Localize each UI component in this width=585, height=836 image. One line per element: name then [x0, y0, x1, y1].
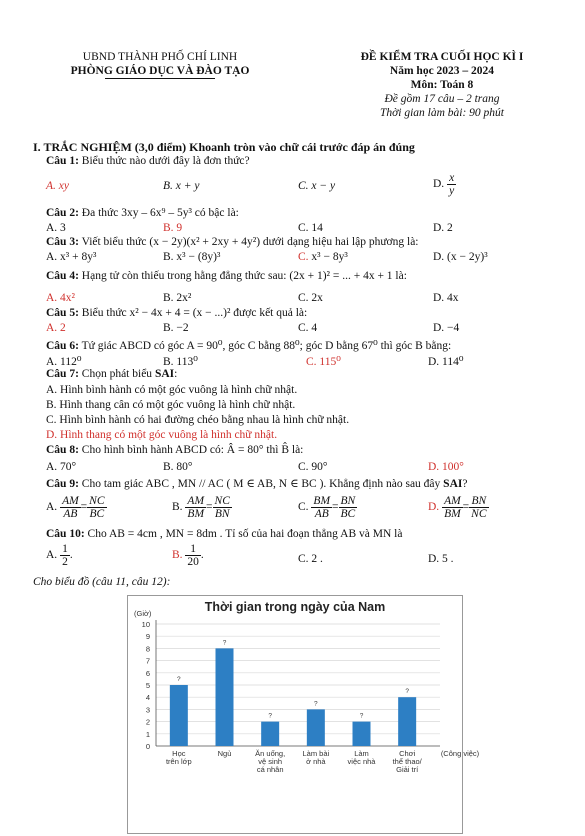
q1-option-d[interactable] — [433, 172, 456, 197]
fraction-numerator: NC — [89, 495, 105, 507]
q4-option-c[interactable]: C. 2x — [298, 292, 323, 304]
question-number: Câu 6: — [46, 340, 79, 352]
chart-intro: Cho biểu đồ (câu 11, câu 12): — [33, 576, 171, 588]
bar — [170, 685, 188, 746]
question-text-end: ? — [462, 478, 468, 490]
option-label: D. — [428, 501, 440, 514]
exam-structure: Đề gồm 17 câu – 2 trang — [384, 93, 500, 105]
question-number: Câu 9: — [46, 478, 79, 490]
question-text: Biểu thức x² − 4x + 4 = (x − ...)² được kết quả là: — [78, 307, 308, 319]
q5-option-d[interactable]: D. −4 — [433, 322, 460, 334]
question-emphasis: SAI — [154, 368, 175, 380]
question-number: Câu 10: — [46, 528, 85, 540]
x-tick-label: Làm bài — [302, 749, 330, 758]
question-8 — [46, 444, 303, 456]
question-10 — [46, 528, 402, 540]
q8-option-d[interactable]: D. 100° — [428, 461, 464, 473]
option-label: B. — [172, 501, 183, 514]
q9-option-b[interactable]: B. $\frac{AM}{BM}$ = $\frac{NC}{BN}$ — [172, 495, 230, 520]
question-5 — [46, 307, 307, 319]
fraction-denominator: y — [449, 185, 455, 197]
q6-option-d[interactable]: D. 114⁰ — [428, 356, 464, 368]
x-tick-label: vệ sinh — [258, 757, 283, 766]
x-tick-label: trên lớp — [165, 757, 192, 766]
question-3 — [46, 236, 419, 248]
x-tick-label: Học — [172, 749, 186, 758]
question-number: Câu 7: — [46, 368, 79, 380]
fraction-numerator: BM — [313, 495, 331, 507]
question-text: Tứ giác ABCD có góc A = 90⁰, góc C bằng 88⁰; góc D bằng 67⁰ thì góc B bằng: — [78, 340, 452, 352]
y-tick-label: 8 — [145, 644, 150, 654]
question-number: Câu 4: — [46, 270, 79, 282]
exam-title: ĐỀ KIỂM TRA CUỐI HỌC KÌ I — [360, 51, 524, 63]
data-label: ? — [222, 639, 227, 647]
q2-option-b[interactable]: B. 9 — [163, 222, 183, 234]
x-tick-label: Làm — [354, 749, 369, 758]
q3-option-b[interactable]: B. x³ − (8y)³ — [163, 251, 221, 263]
q7-option-a[interactable]: A. Hình bình hành có một góc vuông là hình chữ nhật. — [46, 384, 298, 396]
fraction-numerator: BN — [340, 495, 356, 507]
q2-option-a[interactable]: A. 3 — [46, 222, 66, 234]
question-text: Cho hình bình hành ABCD có: Â = 80° thì B̂ là: — [78, 444, 304, 456]
fraction-denominator: BC — [89, 508, 105, 520]
question-text: Chọn phát biểu — [78, 368, 155, 380]
fraction-denominator: BC — [340, 508, 356, 520]
q6-option-b[interactable]: B. 113⁰ — [163, 356, 198, 368]
q7-option-c[interactable]: C. Hình bình hành có hai đường chéo bằng nhau là hình chữ nhật. — [46, 414, 350, 426]
data-label: ? — [405, 688, 409, 696]
question-text: Viết biểu thức (x − 2y)(x² + 2xy + 4y²) dưới dạng hiệu hai lập phương là: — [78, 236, 419, 248]
question-text: Cho tam giác ABC , MN // AC ( M ∈ AB, N ∈ BC ). Khẳng định nào sau đây — [78, 478, 444, 490]
x-tick-label: cá nhân — [256, 765, 284, 774]
option-letter: C. — [298, 251, 309, 263]
q3-option-a[interactable]: A. x³ + 8y³ — [46, 251, 97, 263]
x-tick-label: việc nhà — [347, 757, 376, 766]
x-tick-label: Ăn uống, — [255, 749, 286, 758]
exam-duration: Thời gian làm bài: 90 phút — [379, 107, 505, 119]
bar — [353, 722, 371, 746]
question-emphasis: SAI — [443, 478, 463, 490]
question-text-end: : — [174, 368, 178, 380]
x-tick-label: Giải trí — [396, 765, 419, 774]
q1-option-a[interactable]: A. xy — [46, 180, 69, 192]
q2-option-c[interactable]: C. 14 — [298, 222, 323, 234]
chart-title: Thời gian trong ngày của Nam — [204, 600, 386, 614]
q4-option-b[interactable]: B. 2x² — [163, 292, 192, 304]
q2-option-d[interactable]: D. 2 — [433, 222, 453, 234]
option-label: A. — [46, 501, 58, 514]
q9-option-c[interactable]: C. $\frac{BM}{AB}$ = $\frac{BN}{BC}$ — [298, 495, 356, 520]
fraction-denominator: AB — [63, 508, 78, 520]
fraction-denominator: BM — [187, 508, 205, 520]
q4-option-a[interactable]: A. 4x² — [46, 292, 76, 304]
x-axis-label: (Công việc) — [440, 749, 480, 758]
question-2 — [46, 207, 239, 219]
y-tick-label: 3 — [145, 705, 150, 715]
question-text: Cho AB = 4cm , MN = 8dm . Tỉ số của hai đoạn thẳng AB và MN là — [84, 528, 403, 540]
x-tick-label: ở nhà — [306, 757, 326, 766]
fraction-denominator: NC — [471, 508, 487, 520]
data-label: ? — [268, 712, 272, 720]
question-9 — [46, 476, 467, 490]
q9-option-a[interactable]: A. $\frac{AM}{AB}$ = $\frac{NC}{BC}$ — [46, 495, 105, 520]
y-tick-label: 10 — [141, 620, 150, 629]
question-1 — [46, 155, 250, 167]
question-text: Hạng tử còn thiếu trong hằng đẳng thức sau: (2x + 1)² = ... + 4x + 1 là: — [78, 270, 407, 282]
q5-option-b[interactable]: B. −2 — [163, 322, 189, 334]
fraction-numerator: NC — [214, 495, 230, 507]
fraction-denominator: 20 — [187, 556, 199, 568]
question-7 — [46, 368, 177, 380]
fraction-numerator: 1 — [62, 543, 68, 555]
fraction-denominator: BM — [444, 508, 461, 520]
option-label: D. — [433, 178, 445, 191]
option-label: C. — [298, 501, 309, 514]
option-label: B. — [172, 549, 183, 562]
q10-option-a[interactable]: A. $\frac{1}{2}$ . — [46, 543, 73, 568]
bar — [398, 697, 416, 746]
data-label: ? — [314, 700, 318, 708]
q4-option-d[interactable]: D. 4x — [433, 292, 459, 304]
y-tick-label: 0 — [145, 742, 150, 751]
q8-option-c[interactable]: C. 90° — [298, 461, 328, 473]
q9-option-d[interactable]: D. $\frac{AM}{BM}$ = $\frac{BN}{NC}$ — [428, 495, 487, 520]
q8-option-a[interactable]: A. 70° — [46, 461, 77, 473]
y-tick-label: 7 — [145, 656, 150, 666]
q1-option-b[interactable]: B. x + y — [163, 180, 200, 192]
y-tick-label: 4 — [145, 693, 150, 703]
header-underline — [105, 78, 215, 79]
q10-option-c[interactable]: C. 2 . — [298, 553, 323, 565]
q10-option-b[interactable]: B. $\frac{1}{20}$ . — [172, 543, 204, 568]
x-tick-label: Ngủ — [217, 749, 232, 758]
bar — [261, 722, 279, 746]
bar-chart — [127, 595, 480, 834]
q10-option-d[interactable]: D. 5 . — [428, 553, 454, 565]
fraction-denominator: 2 — [62, 556, 68, 568]
section-title: I. TRẮC NGHIỆM (3,0 điểm) Khoanh tròn vào chữ cái trước đáp án đúng — [33, 140, 415, 154]
x-tick-label: thể thao/ — [392, 757, 422, 766]
q1-option-c[interactable]: C. x − y — [298, 180, 336, 192]
question-6 — [46, 338, 451, 352]
y-axis-label: (Giờ) — [134, 609, 152, 618]
q8-option-b[interactable]: B. 80° — [163, 461, 193, 473]
data-label: ? — [359, 712, 364, 720]
fraction-numerator: 1 — [185, 543, 201, 556]
y-tick-label: 9 — [145, 632, 150, 642]
q6-option-c[interactable]: C. 115⁰ — [306, 356, 341, 368]
question-text: Đa thức 3xy – 6x⁹ – 5y³ có bậc là: — [78, 207, 239, 219]
question-number: Câu 8: — [46, 444, 79, 456]
y-tick-label: 5 — [145, 681, 150, 690]
question-number: Câu 5: — [46, 307, 79, 319]
data-label: ? — [177, 676, 181, 683]
fraction-numerator: AM — [444, 495, 461, 507]
q3-option-c[interactable] — [298, 251, 348, 263]
question-number: Câu 3: — [46, 236, 79, 248]
fraction-numerator: x — [449, 172, 455, 184]
fraction-denominator: BN — [214, 508, 230, 520]
question-4 — [46, 270, 407, 282]
y-tick-label: 6 — [145, 668, 150, 678]
y-tick-label: 1 — [145, 729, 150, 739]
q7-option-d[interactable]: D. Hình thang có một góc vuông là hình chữ nhật. — [46, 429, 278, 441]
q5-option-c[interactable]: C. 4 — [298, 322, 318, 334]
chart-svg — [128, 596, 480, 833]
education-office: PHÒNG GIÁO DỤC VÀ ĐÀO TẠO — [70, 65, 250, 77]
x-tick-label: Chơi — [399, 749, 416, 758]
school-year: Năm học 2023 – 2024 — [389, 65, 495, 77]
y-tick-label: 2 — [145, 717, 150, 727]
subject: Môn: Toán 8 — [410, 79, 474, 91]
fraction-denominator: AB — [314, 508, 329, 520]
q5-option-a[interactable]: A. 2 — [46, 322, 66, 334]
bar — [307, 709, 325, 746]
q6-option-a[interactable]: A. 112⁰ — [46, 356, 82, 368]
bar — [216, 648, 234, 746]
fraction-numerator: BN — [469, 495, 488, 508]
school-authority: UBND THÀNH PHỐ CHÍ LINH — [82, 51, 238, 63]
q3-option-d[interactable]: D. (x − 2y)³ — [433, 251, 488, 263]
fraction-numerator: AM — [187, 495, 205, 507]
option-label: A. — [46, 549, 58, 562]
question-text: Biểu thức nào dưới đây là đơn thức? — [78, 155, 250, 167]
option-text: x³ − 8y³ — [308, 251, 348, 263]
fraction-numerator: AM — [62, 495, 79, 507]
question-number: Câu 1: — [46, 155, 79, 167]
q7-option-b[interactable]: B. Hình thang cân có một góc vuông là hình chữ nhật. — [46, 399, 296, 411]
question-number: Câu 2: — [46, 207, 79, 219]
